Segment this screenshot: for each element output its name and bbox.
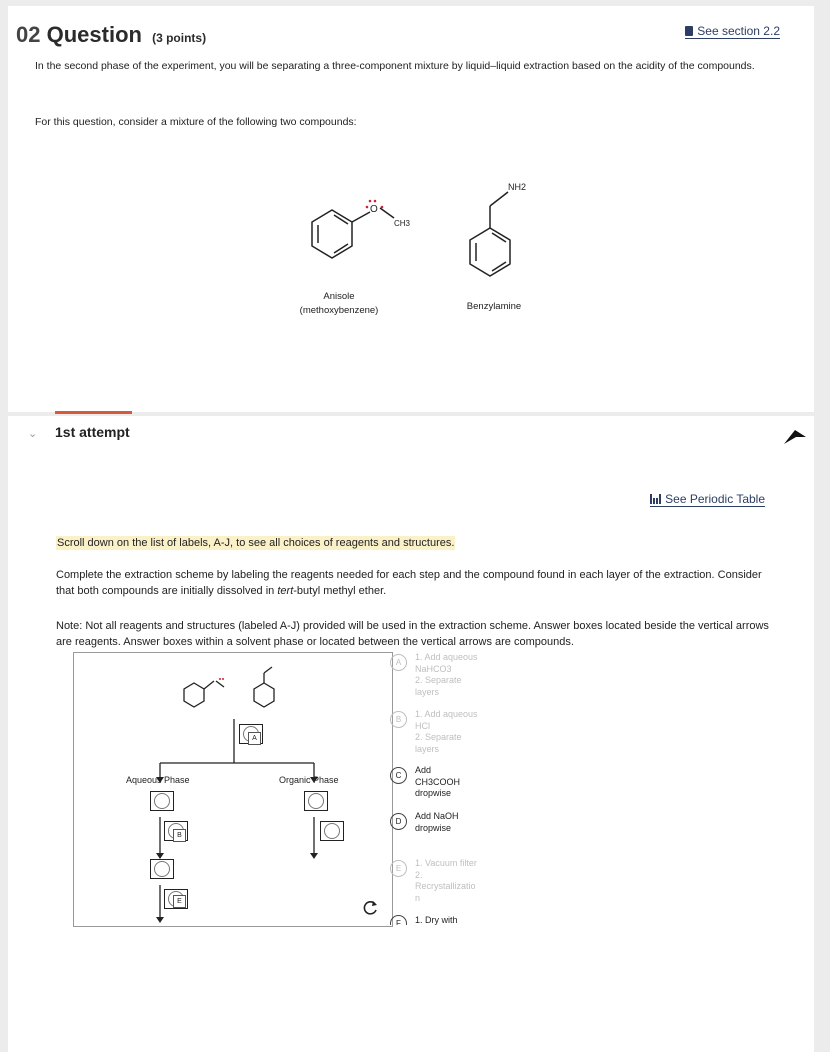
instructions-italic: tert (277, 585, 294, 597)
reset-icon[interactable] (360, 898, 380, 918)
instructions-text-b: -butyl methyl ether. (293, 585, 387, 597)
choice-e-text (415, 858, 477, 904)
choice-c-badge: C (390, 767, 407, 784)
choice-f-badge: F (390, 915, 407, 925)
benzylamine-caption (455, 300, 533, 314)
choice-f-text (415, 915, 458, 925)
benzylamine-structure (470, 192, 510, 276)
answer-label-a: A (248, 732, 261, 745)
choice-e-line-2: 2. (415, 869, 423, 880)
question-number: 02 (16, 22, 41, 47)
question-label: Question (46, 22, 142, 47)
answer-label-b: B (173, 829, 186, 842)
question-consider: For this question, consider a mixture of the following two compounds: (35, 116, 357, 128)
periodic-table-label: See Periodic Table (665, 492, 765, 506)
book-icon (685, 26, 693, 36)
choice-d-text (415, 811, 459, 834)
anisole-name: Anisole (323, 291, 355, 302)
choice-e-badge: E (390, 860, 407, 877)
choice-c-line-3: dropwise (415, 788, 452, 798)
periodic-table-icon (650, 494, 662, 504)
choice-f-line-1: 1. Dry with (415, 915, 458, 925)
answer-box-aqueous-compound[interactable] (150, 791, 174, 811)
choice-b-text (415, 709, 478, 755)
amine-label: NH2 (508, 182, 527, 192)
choice-e-line-4: n (415, 892, 421, 903)
extraction-scheme (73, 652, 393, 927)
benzylamine-name: Benzylamine (466, 301, 522, 312)
choice-a-text (415, 652, 478, 698)
choice-f[interactable] (390, 915, 500, 925)
chevron-down-icon[interactable]: ⌄ (28, 428, 38, 440)
pin-icon[interactable] (782, 428, 808, 446)
oxygen-label: O (370, 204, 378, 215)
choice-d-line-2: dropwise (415, 822, 452, 833)
choice-b-line-4: layers (415, 743, 440, 754)
see-section-link[interactable] (685, 24, 780, 39)
choice-e-line-1: 1. Vacuum filter (415, 858, 477, 868)
methyl-label: CH3 (394, 219, 411, 228)
instructions-text-a: Complete the extraction scheme by labeling the reagents needed for each step and the compound found in each layer of the extraction. Consider that both compounds are initially dissolved in (56, 569, 762, 597)
aqueous-phase-label: Aqueous Phase (126, 775, 190, 785)
question-title (16, 22, 206, 48)
choice-a-line-1: 1. Add aqueous (415, 652, 478, 662)
choice-b-badge: B (390, 711, 407, 728)
choice-e-line-3: Recrystallizatio (415, 881, 476, 891)
choice-b-line-2: HCl (415, 720, 430, 731)
choice-a-line-2: NaHCO3 (415, 663, 452, 674)
choice-b-line-3: 2. Separate (415, 732, 462, 742)
question-intro: In the second phase of the experiment, you will be separating a three-component mixture by liquid–liquid extraction based on the acidity of the compounds. (35, 60, 755, 72)
choice-a-line-3: 2. Separate (415, 675, 462, 685)
question-points: (3 points) (152, 31, 207, 45)
choice-c-line-1: Add (415, 765, 432, 775)
instructions-paragraph (56, 567, 776, 599)
scheme-lines (74, 653, 392, 926)
organic-phase-label: Organic Phase (279, 775, 339, 785)
see-section-label: See section 2.2 (697, 24, 780, 38)
choice-b-line-1: 1. Add aqueous (415, 709, 478, 719)
compounds-figure (290, 168, 550, 278)
anisole-subname: (methoxybenzene) (299, 305, 379, 316)
answer-box-organic-compound[interactable] (304, 791, 328, 811)
anisole-caption (290, 290, 388, 318)
scroll-hint: Scroll down on the list of labels, A-J, to see all choices of reagents and structures. (57, 537, 455, 549)
choice-a-badge: A (390, 654, 407, 671)
choice-d-badge: D (390, 813, 407, 830)
choice-c-line-2: CH3COOH (415, 776, 461, 787)
attempt-label[interactable]: 1st attempt (55, 424, 130, 440)
choice-c-text (415, 765, 460, 800)
choice-d-line-1: Add NaOH (415, 811, 459, 821)
answer-box-compound-2[interactable] (150, 859, 174, 879)
anisole-structure (312, 208, 394, 258)
choice-a-line-4: layers (415, 686, 440, 697)
periodic-table-link[interactable] (650, 492, 765, 507)
note-paragraph: Note: Not all reagents and structures (labeled A-J) provided will be used in the extraction scheme. Answer boxes located beside the vertical arrows are reagents. Answer boxes within a solvent phase or located between the vertical arrows are compounds. (56, 620, 769, 648)
attempt-tab-indicator (55, 411, 132, 414)
answer-label-e: E (173, 895, 186, 908)
answer-box-reagent-organic[interactable] (320, 821, 344, 841)
